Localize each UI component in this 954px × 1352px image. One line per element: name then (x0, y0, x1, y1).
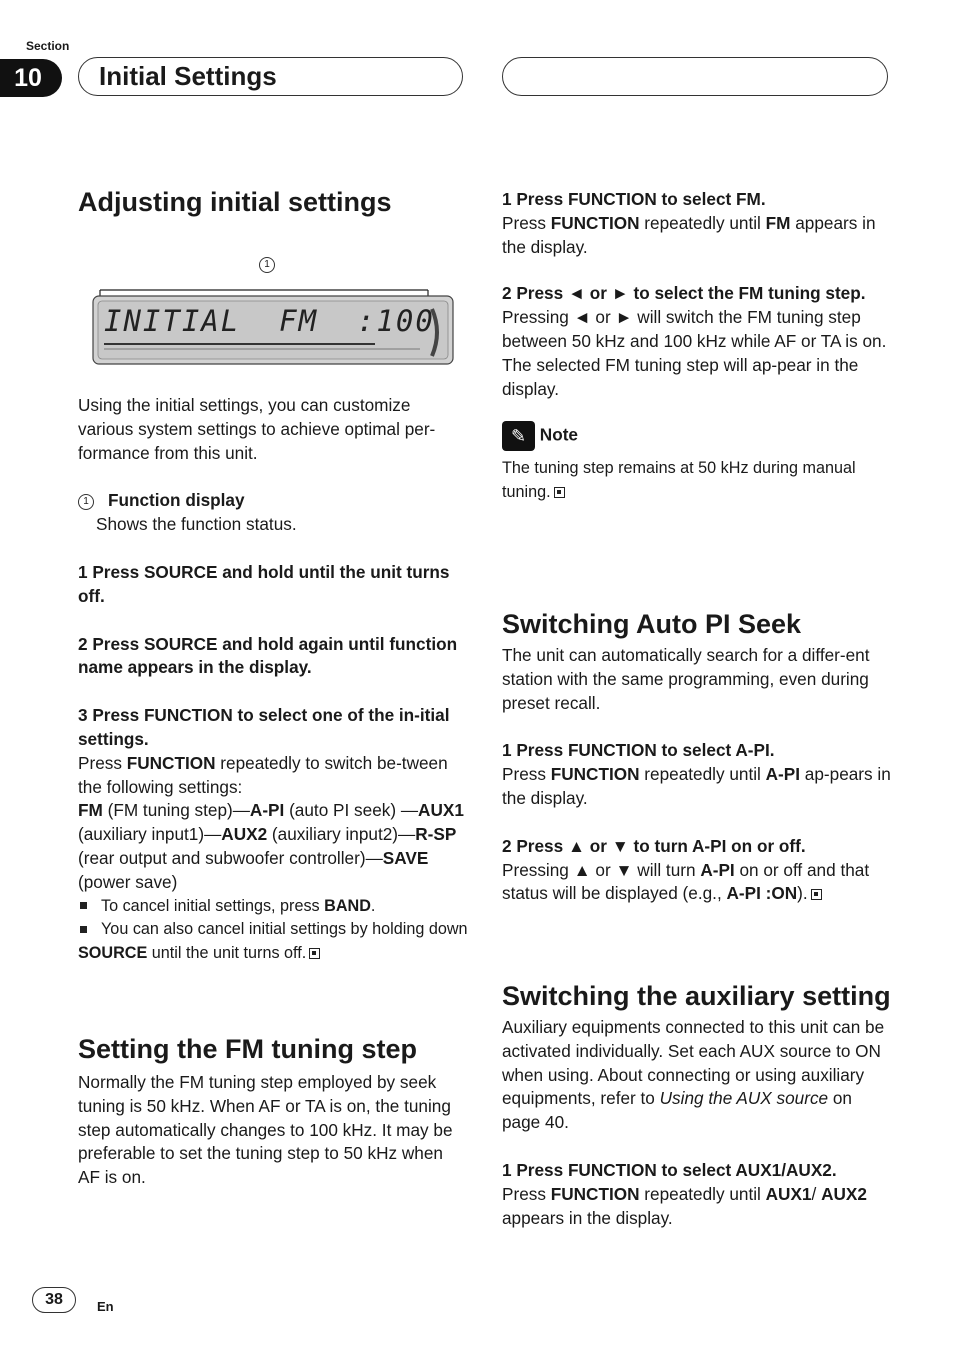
step-3: 3 Press FUNCTION to select one of the in-itial settings. (78, 705, 450, 749)
api-body: The unit can automatically search for a differ-ent station with the same programming, even during preset recall. (502, 645, 870, 713)
header-blank-box (502, 57, 888, 96)
text: . (370, 896, 376, 915)
fm-step-section (78, 1033, 468, 1190)
adjusting-section (78, 186, 468, 218)
bullet-icon (80, 926, 87, 933)
text: (auxiliary input1)— (78, 824, 222, 845)
section-label: Section (26, 39, 70, 53)
text: repeatedly until (639, 1183, 766, 1204)
term: A-PI (249, 800, 285, 821)
chapter-title: Initial Settings (78, 57, 463, 96)
text: Press (502, 1183, 551, 1204)
legend-number: 1 (78, 494, 94, 510)
cross-reference: Using the AUX source (659, 1088, 829, 1109)
api-step-1: 1 Press FUNCTION to select A-PI. (502, 740, 775, 761)
term: SAVE (382, 847, 429, 868)
term: AUX2 (221, 824, 268, 845)
text: (auxiliary input2)— (267, 824, 416, 845)
language-code: En (97, 1299, 114, 1314)
term: AUX1 (418, 800, 464, 821)
bullet-hold (78, 918, 468, 966)
term: A-PI (765, 764, 801, 785)
display-readout: INITIAL FM :100 (104, 304, 435, 338)
text: appears in the display. (502, 212, 876, 257)
term: FUNCTION (550, 212, 640, 233)
aux-step-1-body (502, 1183, 894, 1231)
end-mark-icon (309, 948, 320, 959)
text: repeatedly until (639, 212, 766, 233)
note-label: Note (539, 424, 578, 445)
text: Press (502, 212, 551, 233)
text: (FM tuning step)— (102, 800, 250, 821)
text: You can also cancel initial settings by holding down (101, 920, 468, 939)
step-3-body (78, 752, 468, 895)
fm-step-body: Normally the FM tuning step employed by seek tuning is 50 kHz. When AF or TA is on, the tuning step automatically changes to 100 kHz. It may be preferable to set the tuning step to 50 kHz when AF is on. (78, 1072, 453, 1188)
bullet-cancel (78, 895, 468, 919)
pencil-icon: ✎ (502, 421, 535, 451)
text: Auxiliary equipments connected to this unit can be activated individually. Set each AUX source to ON when using. About connecting or using auxiliary equipments, refer to (502, 1017, 885, 1109)
callout-marker: 1 (259, 257, 275, 273)
heading-aux: Switching the auxiliary setting (502, 981, 891, 1011)
text: until the unit turns off. (147, 944, 307, 963)
term: FM (78, 800, 103, 821)
fm-steps (502, 188, 894, 505)
term: FM (765, 212, 791, 233)
text: repeatedly to switch be-tween the following settings: (78, 752, 448, 797)
api-section (502, 608, 894, 906)
legend-label: Function display (108, 490, 245, 511)
text: The tuning step remains at 50 kHz during manual tuning. (502, 459, 856, 502)
bullet-icon (80, 902, 87, 909)
end-mark-icon (811, 889, 822, 900)
text: (auto PI seek) — (284, 800, 419, 821)
step-2: 2 Press SOURCE and hold again until function name appears in the display. (78, 633, 458, 678)
text: Press (78, 752, 127, 773)
legend-item (78, 489, 468, 513)
text: / (811, 1183, 822, 1204)
text: To cancel initial settings, press (101, 896, 325, 915)
aux-section (502, 980, 894, 1230)
term: A-PI :ON (726, 883, 798, 904)
heading-adjusting: Adjusting initial settings (78, 187, 392, 217)
fm-step-2: 2 Press ◄ or ► to select the FM tuning step. (502, 283, 866, 304)
function-display-illustration (90, 254, 455, 369)
fm-step-1-body (502, 212, 894, 260)
text: Press (502, 764, 551, 785)
text: Pressing ▲ or ▼ will turn (502, 859, 701, 880)
heading-api: Switching Auto PI Seek (502, 609, 802, 639)
term: R-SP (415, 824, 457, 845)
api-step-1-body (502, 763, 894, 811)
term: FUNCTION (126, 752, 216, 773)
api-step-2: 2 Press ▲ or ▼ to turn A-PI on or off. (502, 835, 806, 856)
adjusting-body (78, 394, 468, 966)
fm-step-2-body: Pressing ◄ or ► will switch the FM tuning step between 50 kHz and 100 kHz while AF or TA is on. The selected FM tuning step will ap-pear in the display. (502, 307, 887, 399)
section-number-badge: 10 (0, 59, 62, 97)
term: FUNCTION (550, 1183, 640, 1204)
text: (power save) (78, 871, 178, 892)
intro-paragraph: Using the initial settings, you can customize various system settings to achieve optimal per-formance from this unit. (78, 395, 436, 463)
legend-description: Shows the function status. (96, 514, 297, 535)
note-header (502, 421, 894, 451)
text: appears in the display. (502, 1207, 673, 1228)
aux-body (502, 1016, 894, 1135)
term: A-PI (700, 859, 735, 880)
term: AUX1 (765, 1183, 812, 1204)
text: repeatedly until (639, 764, 766, 785)
text: on or off and that status will be displayed (e.g., (502, 859, 870, 904)
step-1: 1 Press SOURCE and hold until the unit turns off. (78, 561, 450, 606)
heading-fm-step: Setting the FM tuning step (78, 1034, 417, 1064)
term: AUX2 (821, 1183, 867, 1204)
text: ap-pears in the display. (502, 764, 891, 808)
term: BAND (324, 896, 371, 915)
api-step-2-body (502, 859, 894, 907)
text: on page 40. (502, 1088, 852, 1133)
aux-step-1: 1 Press FUNCTION to select AUX1/AUX2. (502, 1159, 837, 1180)
page-number: 38 (32, 1287, 76, 1313)
term: FUNCTION (550, 764, 640, 785)
text: ). (797, 883, 808, 904)
end-mark-icon (554, 487, 565, 498)
fm-step-1: 1 Press FUNCTION to select FM. (502, 189, 766, 209)
term: SOURCE (78, 944, 148, 963)
text: (rear output and subwoofer controller)— (78, 847, 383, 868)
note-body (502, 457, 894, 505)
